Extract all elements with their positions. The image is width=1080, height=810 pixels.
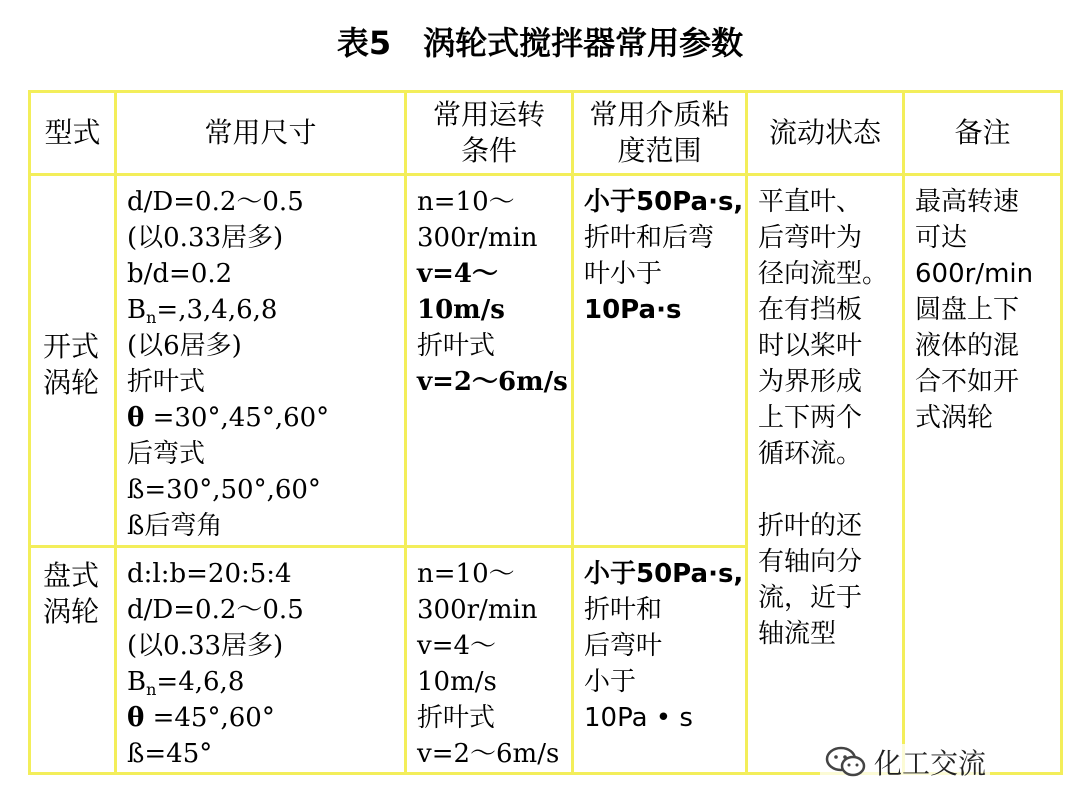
header-viscosity: 常用介质粘 度范围 xyxy=(573,92,747,175)
header-size: 常用尺寸 xyxy=(116,92,406,175)
watermark xyxy=(820,744,990,780)
parameter-table xyxy=(28,90,1063,775)
disc-operation-cell: n=10～ 300r/min v=4～ 10m/s 折叶式 v=2～6m/s xyxy=(406,547,573,774)
table-title: 表5 涡轮式搅拌器常用参数 xyxy=(336,24,744,62)
wechat-icon xyxy=(824,745,868,779)
disc-size-cell: d:l:b=20:5:4 d/D=0.2～0.5 (以0.33居多) $B_n=4,6,8$ θ =45°,60° ß=45° xyxy=(116,547,406,774)
header-row xyxy=(30,92,1062,175)
row-label-disc: 盘式 涡轮 xyxy=(30,547,116,774)
header-type: 型式 xyxy=(30,92,116,175)
open-operation-cell: n=10～ 300r/min v=4～ 10m/s 折叶式 v=2～6m/s xyxy=(406,175,573,547)
open-size-cell: d/D=0.2～0.5 (以0.33居多) b/d=0.2 $B_n=,3,4,6,8$ (以6居多) 折叶式 θ =30°,45°,60° 后弯式 ß=30°,50°,60° ß后弯角 xyxy=(116,175,406,547)
flow-state-cell: 平直叶、 后弯叶为 径向流型。 在有挡板 时以桨叶 为界形成 上下两个 循环流。 折叶的还 有轴向分 流，近于 轴流型 xyxy=(747,175,904,774)
notes-cell: 最高转速 可达 600r/min 圆盘上下 液体的混 合不如开 式涡轮 xyxy=(904,175,1062,774)
header-flow: 流动状态 xyxy=(747,92,904,175)
row-label-open: 开式 涡轮 xyxy=(30,175,116,547)
watermark-text: 化工交流 xyxy=(874,747,987,780)
table-row xyxy=(30,175,1062,547)
disc-viscosity-cell: 小于50Pa·s, 折叶和 后弯叶 小于 10Pa • s xyxy=(573,547,747,774)
header-operation: 常用运转 条件 xyxy=(406,92,573,175)
open-viscosity-cell: 小于50Pa·s, 折叶和后弯 叶小于 10Pa·s xyxy=(573,175,747,547)
header-notes: 备注 xyxy=(904,92,1062,175)
